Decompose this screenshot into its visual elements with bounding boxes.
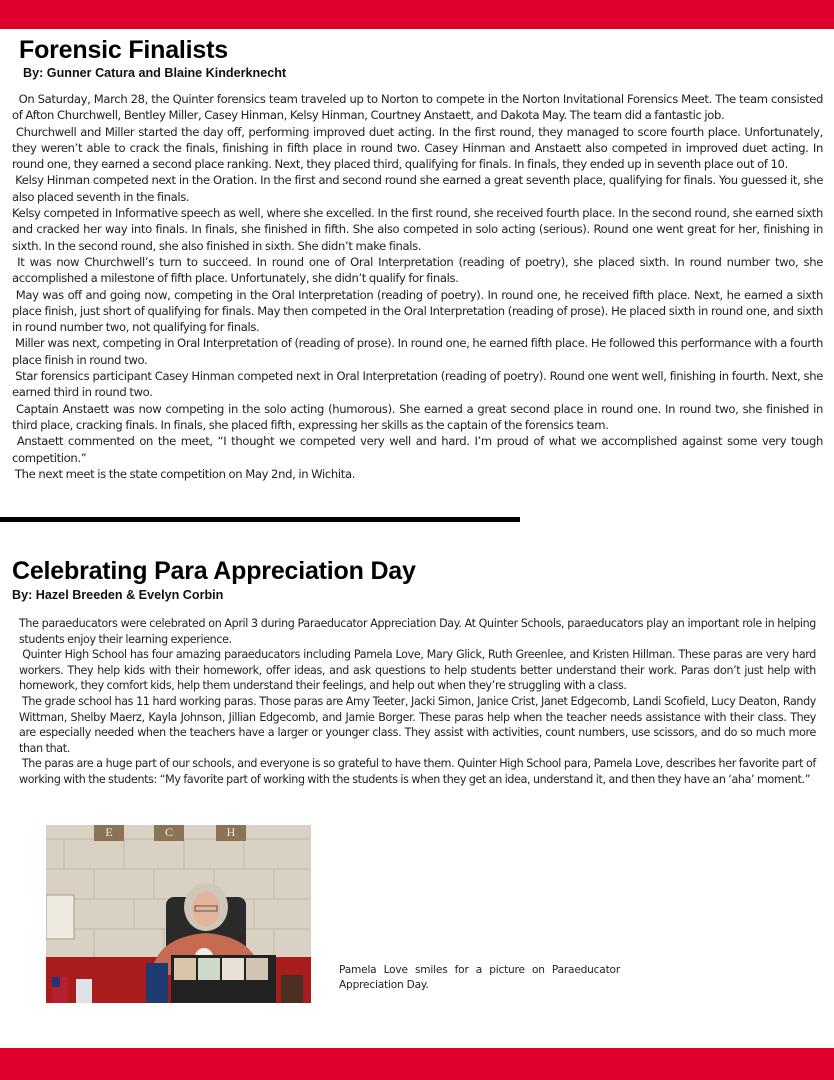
svg-text:E: E — [105, 825, 113, 839]
article-title: Forensic Finalists — [19, 36, 228, 64]
paragraph: May was off and going now, competing in the Oral Interpretation (reading of poetry). In round one, he received fifth place. Next, he earned a sixth place finish, just short of qualifying for finals. May then competed in the Oral Interpretation (reading of prose). He placed sixth in round one, and sixth in round number two, not qualifying for finals. — [12, 287, 823, 335]
paragraph: Kelsy Hinman competed next in the Oration. In the first and second round she earned a great seventh place, qualifying for finals. You guessed it, she also placed seventh in the finals. — [12, 173, 823, 204]
paragraph: Quinter High School has four amazing paraeducators including Pamela Love, Mary Glick, Ruth Greenlee, and Kristen Hillman. These paras are very hard workers. They help kids with their homework, offer ideas, and ask questions to help students better understand their work. Paras don’t just help with homework, they comfort kids, help them understand their feelings, and help out when they’re struggling with a class. — [19, 648, 816, 693]
photo-caption: Pamela Love smiles for a picture on Paraeducator Appreciation Day. — [339, 964, 620, 992]
paragraph: The paras are a huge part of our schools, and everyone is so grateful to have them. Quinter High School para, Pamela Love, describes her favorite part of working with the students: “My favorite part of working with the students is when they get an idea, understand it, and then they have an ‘aha’ moment.” — [19, 757, 816, 786]
svg-text:C: C — [164, 825, 174, 839]
paragraph: It was now Churchwell’s turn to succeed. In round one of Oral Interpretation (reading of poetry), she placed sixth. In round number two, she accomplished a milestone of fifth place. Unfortunately, she didn’t qualify for finals. — [12, 254, 823, 286]
paragraph: Churchwell and Miller started the day off, performing improved duet acting. In the first round, they managed to score fourth place. Unfortunately, they weren’t able to crack the finals, finishing in fifth place in round two. Casey Hinman and Anstaett also competed in improved duet acting. In round one, they earned a second place ranking. Next, they placed third, qualifying for finals. In finals, they ended up in seventh place out of 10. — [12, 124, 823, 172]
paragraph: Kelsy competed in Informative speech as well, where she excelled. In the first round, she received fourth place. In the second round, she earned sixth and cracked her way into finals. In finals, she finished in fifth. She also competed in solo acting (serious). Round one went great for her, finishing in sixth. In the second round, she also finished in sixth. She didn’t make finals. — [12, 206, 823, 253]
paragraph: Miller was next, competing in Oral Interpretation of (reading of prose). In round one, he earned fifth place. He followed this performance with a fourth place finish in round two. — [12, 336, 823, 367]
article-body — [19, 616, 816, 788]
article-byline: By: Gunner Catura and Blaine Kinderknecht — [23, 66, 287, 80]
article-byline: By: Hazel Breeden & Evelyn Corbin — [12, 588, 224, 602]
photo-illustration — [46, 825, 311, 1003]
paragraph: Star forensics participant Casey Hinman competed next in Oral Interpretation (reading of poetry). Round one went well, finishing in fourth. Next, she earned third in round two. — [12, 369, 823, 400]
article-body — [12, 91, 823, 482]
top-accent-bar — [0, 0, 834, 29]
paragraph: The grade school has 11 hard working paras. Those paras are Amy Teeter, Jacki Simon, Janice Crist, Janet Edgecomb, Landi Scofield, Lucy Deaton, Randy Wittman, Shelby Maerz, Kayla Johnson, Jillian Edgecomb, and Jamie Borger. These paras help when the teacher needs assistance with their class. They are especially needed when the teachers have a larger or younger class. They assist with activities, count numbers, use scissors, and do so much more than that. — [19, 694, 816, 755]
svg-text:H: H — [226, 825, 236, 839]
photo-pamela-love — [46, 825, 311, 1003]
article-title: Celebrating Para Appreciation Day — [12, 557, 416, 585]
paragraph: The next meet is the state competition on May 2nd, in Wichita. — [12, 466, 356, 481]
paragraph: The paraeducators were celebrated on April 3 during Paraeducator Appreciation Day. At Quinter Schools, paraeducators play an important role in helping students enjoy their learning experience. — [19, 617, 816, 646]
paragraph: Anstaett commented on the meet, “I thought we competed very well and hard. I’m proud of what we accomplished against some very tough competition.” — [12, 434, 823, 465]
paragraph: On Saturday, March 28, the Quinter forensics team traveled up to Norton to compete in the Norton Invitational Forensics Meet. The team consisted of Afton Churchwell, Bentley Miller, Casey Hinman, Kelsy Hinman, Courtney Anstaett, and Dakota May. The team did a fantastic job. — [12, 92, 823, 123]
paragraph: Captain Anstaett was now competing in the solo acting (humorous). She earned a great second place in round one. In round two, she finished in third place, cracking finals. In finals, she placed fifth, expressing her skills as the captain of the forensics team. — [12, 401, 823, 432]
section-divider — [0, 517, 520, 522]
bottom-accent-bar — [0, 1048, 834, 1080]
